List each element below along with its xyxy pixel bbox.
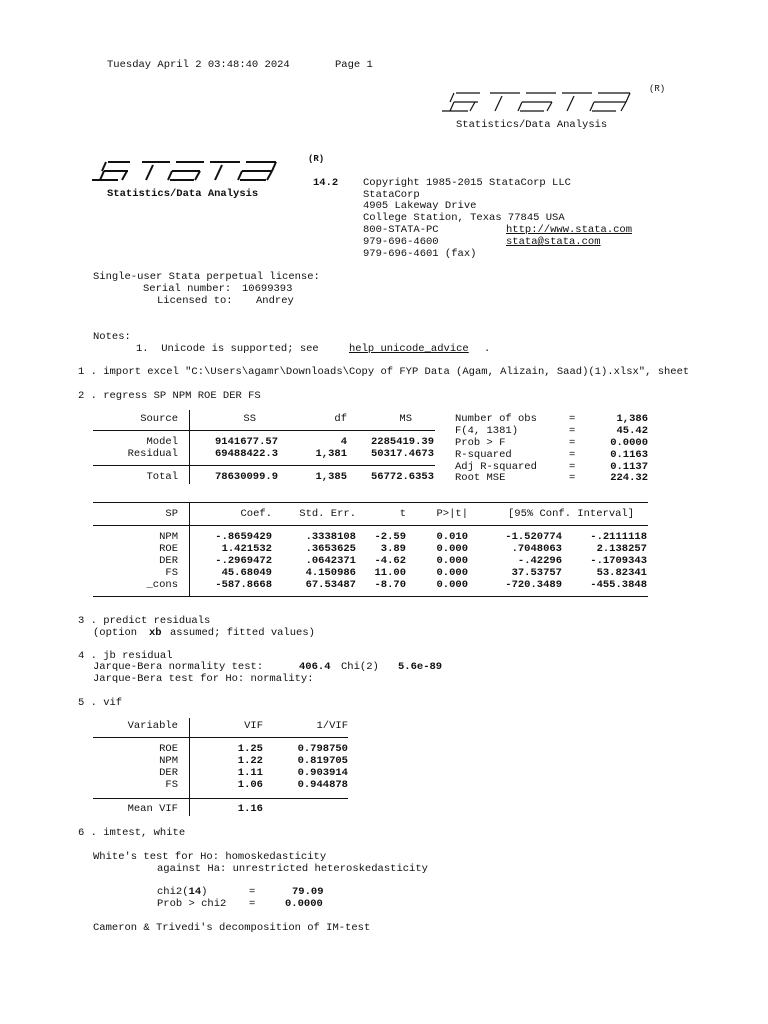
coef-cell-p: 0.000	[436, 555, 468, 567]
coef-cell-t: 3.89	[380, 543, 406, 555]
anova-total-source: Total	[146, 471, 178, 483]
vif-mean-label: Mean VIF	[127, 803, 178, 815]
licensed-label: Licensed to:	[157, 295, 233, 307]
command-3: 3 . predict residuals	[78, 615, 211, 627]
stat-eq: =	[569, 461, 576, 473]
jb-p: 5.6e-89	[398, 661, 443, 673]
coef-cell-lo: -1.520774	[505, 531, 562, 543]
coef-cell-hi: 2.138257	[596, 543, 647, 555]
vif-cell-inv: 0.819705	[297, 755, 348, 767]
vif-header-variable: Variable	[127, 720, 178, 732]
white-line2: against Ha: unrestricted heteroskedasticity	[157, 863, 428, 875]
chi2-prefix: chi2(	[157, 886, 189, 898]
vif-cell-vif: 1.22	[237, 755, 263, 767]
jb-line2: Jarque-Bera test for Ho: normality:	[93, 673, 314, 685]
stat-value: 0.0000	[610, 437, 648, 449]
anova-row-model-ss: 9141677.57	[214, 436, 278, 448]
vif-cell-var: NPM	[159, 755, 178, 767]
notes-suffix: .	[484, 343, 491, 355]
prob-chi2-value: 0.0000	[285, 898, 323, 910]
chi2-df: 14	[188, 886, 202, 898]
vif-divider	[189, 718, 190, 816]
command-1: 1 . import excel "C:\Users\agamr\Downloads\Copy of FYP Data (Agam, Alizain, Saad)(1).xlsx", sheet	[78, 366, 690, 378]
coef-depvar: SP	[165, 508, 178, 520]
coef-rule-mid	[93, 525, 648, 526]
vif-cell-var: ROE	[159, 743, 178, 755]
coef-cell-t: -8.70	[374, 579, 406, 591]
coef-header-p: P>|t|	[436, 508, 468, 520]
coef-cell-coef: -.2969472	[215, 555, 272, 567]
coef-cell-p: 0.000	[436, 543, 468, 555]
command-4: 4 . jb residual	[78, 650, 173, 662]
anova-total-ms: 56772.6353	[370, 471, 434, 483]
city: College Station, Texas 77845 USA	[363, 212, 565, 224]
coef-header-coef: Coef.	[240, 508, 272, 520]
registered-mark-left: (R)	[308, 154, 325, 164]
serial-number: 10699393	[242, 283, 293, 295]
serial-label: Serial number:	[143, 283, 232, 295]
stat-eq: =	[569, 425, 576, 437]
stat-eq: =	[569, 449, 576, 461]
coef-cell-var: DER	[159, 555, 178, 567]
stat-value: 45.42	[616, 425, 648, 437]
stat-value: 224.32	[610, 472, 648, 484]
vif-cell-inv: 0.903914	[297, 767, 348, 779]
cmd3-note-pre: (option	[93, 627, 138, 639]
company: StataCorp	[363, 189, 420, 201]
coef-cell-se: 4.150986	[305, 567, 356, 579]
stata-email-link[interactable]: stata@stata.com	[506, 236, 601, 248]
stat-label: Prob > F	[455, 437, 506, 449]
registered-mark-top: (R)	[649, 84, 666, 94]
coef-cell-t: -2.59	[374, 531, 406, 543]
stat-eq: =	[569, 472, 576, 484]
coef-cell-se: .3338108	[305, 531, 356, 543]
anova-row-model-ms: 2285419.39	[370, 436, 434, 448]
street: 4905 Lakeway Drive	[363, 200, 477, 212]
anova-row-residual-source: Residual	[127, 448, 178, 460]
white-line1: White's test for Ho: homoskedasticity	[93, 851, 327, 863]
coef-cell-t: -4.62	[374, 555, 406, 567]
anova-rule-mid	[93, 465, 435, 466]
jb-stat: 406.4	[299, 661, 331, 673]
coef-rule-top	[93, 502, 648, 503]
stat-value: 0.1137	[610, 461, 648, 473]
anova-row-residual-df: 1,381	[315, 448, 347, 460]
command-6: 6 . imtest, white	[78, 827, 186, 839]
coef-cell-coef: -587.8668	[215, 579, 272, 591]
vif-mean-value: 1.16	[237, 803, 263, 815]
coef-cell-hi: -455.3848	[590, 579, 647, 591]
coef-cell-coef: 1.421532	[221, 543, 272, 555]
coef-cell-se: .0642371	[305, 555, 356, 567]
stata-version: 14.2	[313, 177, 339, 189]
stat-label: Adj R-squared	[455, 461, 537, 473]
help-unicode-link[interactable]: help unicode_advice	[349, 343, 469, 355]
coef-cell-lo: -720.3489	[505, 579, 562, 591]
stata-logo-top	[440, 84, 670, 118]
chi2-eq: =	[249, 886, 256, 898]
vif-cell-vif: 1.06	[237, 779, 263, 791]
vif-cell-vif: 1.25	[237, 743, 263, 755]
vif-cell-inv: 0.798750	[297, 743, 348, 755]
fax: 979-696-4601 (fax)	[363, 248, 477, 260]
page-number: Page 1	[335, 59, 373, 71]
anova-row-residual-ms: 50317.4673	[370, 448, 434, 460]
command-5: 5 . vif	[78, 697, 123, 709]
coef-cell-var: ROE	[159, 543, 178, 555]
chi2-close: )	[201, 886, 208, 898]
anova-total-df: 1,385	[315, 471, 347, 483]
logo-tagline-left: Statistics/Data Analysis	[107, 188, 259, 200]
anova-row-residual-ss: 69488422.3	[214, 448, 278, 460]
coef-rule-bottom	[93, 596, 648, 597]
stat-value: 0.1163	[610, 449, 648, 461]
anova-header-ms: MS	[399, 413, 412, 425]
stat-label: Root MSE	[455, 472, 506, 484]
phone1: 800-STATA-PC	[363, 224, 439, 236]
command-2: 2 . regress SP NPM ROE DER FS	[78, 390, 261, 402]
coef-cell-coef: 45.68049	[221, 567, 272, 579]
coef-cell-hi: -.1709343	[590, 555, 647, 567]
stat-label: F(4, 1381)	[455, 425, 519, 437]
vif-cell-vif: 1.11	[237, 767, 263, 779]
stata-logo-left	[90, 153, 310, 187]
anova-row-model-df: 4	[340, 436, 347, 448]
anova-total-ss: 78630099.9	[214, 471, 278, 483]
coef-cell-se: 67.53487	[305, 579, 356, 591]
coef-cell-hi: 53.82341	[596, 567, 647, 579]
coef-cell-lo: -.42296	[517, 555, 562, 567]
prob-chi2-label: Prob > chi2	[157, 898, 227, 910]
coef-cell-hi: -.2111118	[590, 531, 647, 543]
coef-cell-t: 11.00	[374, 567, 406, 579]
stat-label: Number of obs	[455, 413, 537, 425]
anova-row-model-source: Model	[146, 436, 178, 448]
anova-header-ss: SS	[243, 413, 256, 425]
coef-cell-se: .3653625	[305, 543, 356, 555]
coef-cell-lo: 37.53757	[511, 567, 562, 579]
coef-cell-var: _cons	[146, 579, 178, 591]
print-date: Tuesday April 2 03:48:40 2024	[107, 59, 290, 71]
vif-cell-var: FS	[165, 779, 178, 791]
jb-line1: Jarque-Bera normality test:	[93, 661, 264, 673]
anova-header-source: Source	[140, 413, 178, 425]
anova-header-df: df	[334, 413, 347, 425]
coef-header-t: t	[399, 508, 406, 520]
coef-cell-p: 0.000	[436, 579, 468, 591]
phone2: 979-696-4600	[363, 236, 439, 248]
coef-cell-p: 0.010	[436, 531, 468, 543]
cameron-trivedi: Cameron & Trivedi's decomposition of IM-test	[93, 922, 371, 934]
cmd3-note-xb: xb	[149, 627, 162, 639]
stat-eq: =	[569, 413, 576, 425]
stata-url-link[interactable]: http://www.stata.com	[506, 224, 633, 236]
vif-header-vif: VIF	[244, 720, 263, 732]
vif-header-inv: 1/VIF	[316, 720, 348, 732]
stat-eq: =	[569, 437, 576, 449]
coef-header-ci: [95% Conf. Interval]	[508, 508, 635, 520]
vif-rule-bottom	[93, 798, 348, 799]
licensed-name: Andrey	[256, 295, 294, 307]
coef-header-se: Std. Err.	[299, 508, 356, 520]
stat-label: R-squared	[455, 449, 512, 461]
coef-cell-var: FS	[165, 567, 178, 579]
coef-cell-coef: -.8659429	[215, 531, 272, 543]
notes-item: 1. Unicode is supported; see	[136, 343, 319, 355]
chi2-label	[157, 886, 207, 898]
prob-chi2-eq: =	[249, 898, 256, 910]
stat-value: 1,386	[616, 413, 648, 425]
coef-cell-var: NPM	[159, 531, 178, 543]
vif-cell-var: DER	[159, 767, 178, 779]
vif-rule-top	[93, 737, 348, 738]
copyright: Copyright 1985-2015 StataCorp LLC	[363, 177, 571, 189]
vif-cell-inv: 0.944878	[297, 779, 348, 791]
cmd3-note-post: assumed; fitted values)	[170, 627, 315, 639]
license-title: Single-user Stata perpetual license:	[93, 271, 320, 283]
logo-tagline-top: Statistics/Data Analysis	[456, 119, 608, 131]
jb-chi: Chi(2)	[341, 661, 379, 673]
anova-rule-top	[93, 430, 435, 431]
chi2-value: 79.09	[292, 886, 324, 898]
notes-title: Notes:	[93, 331, 131, 343]
coef-cell-p: 0.000	[436, 567, 468, 579]
coef-cell-lo: .7048063	[511, 543, 562, 555]
